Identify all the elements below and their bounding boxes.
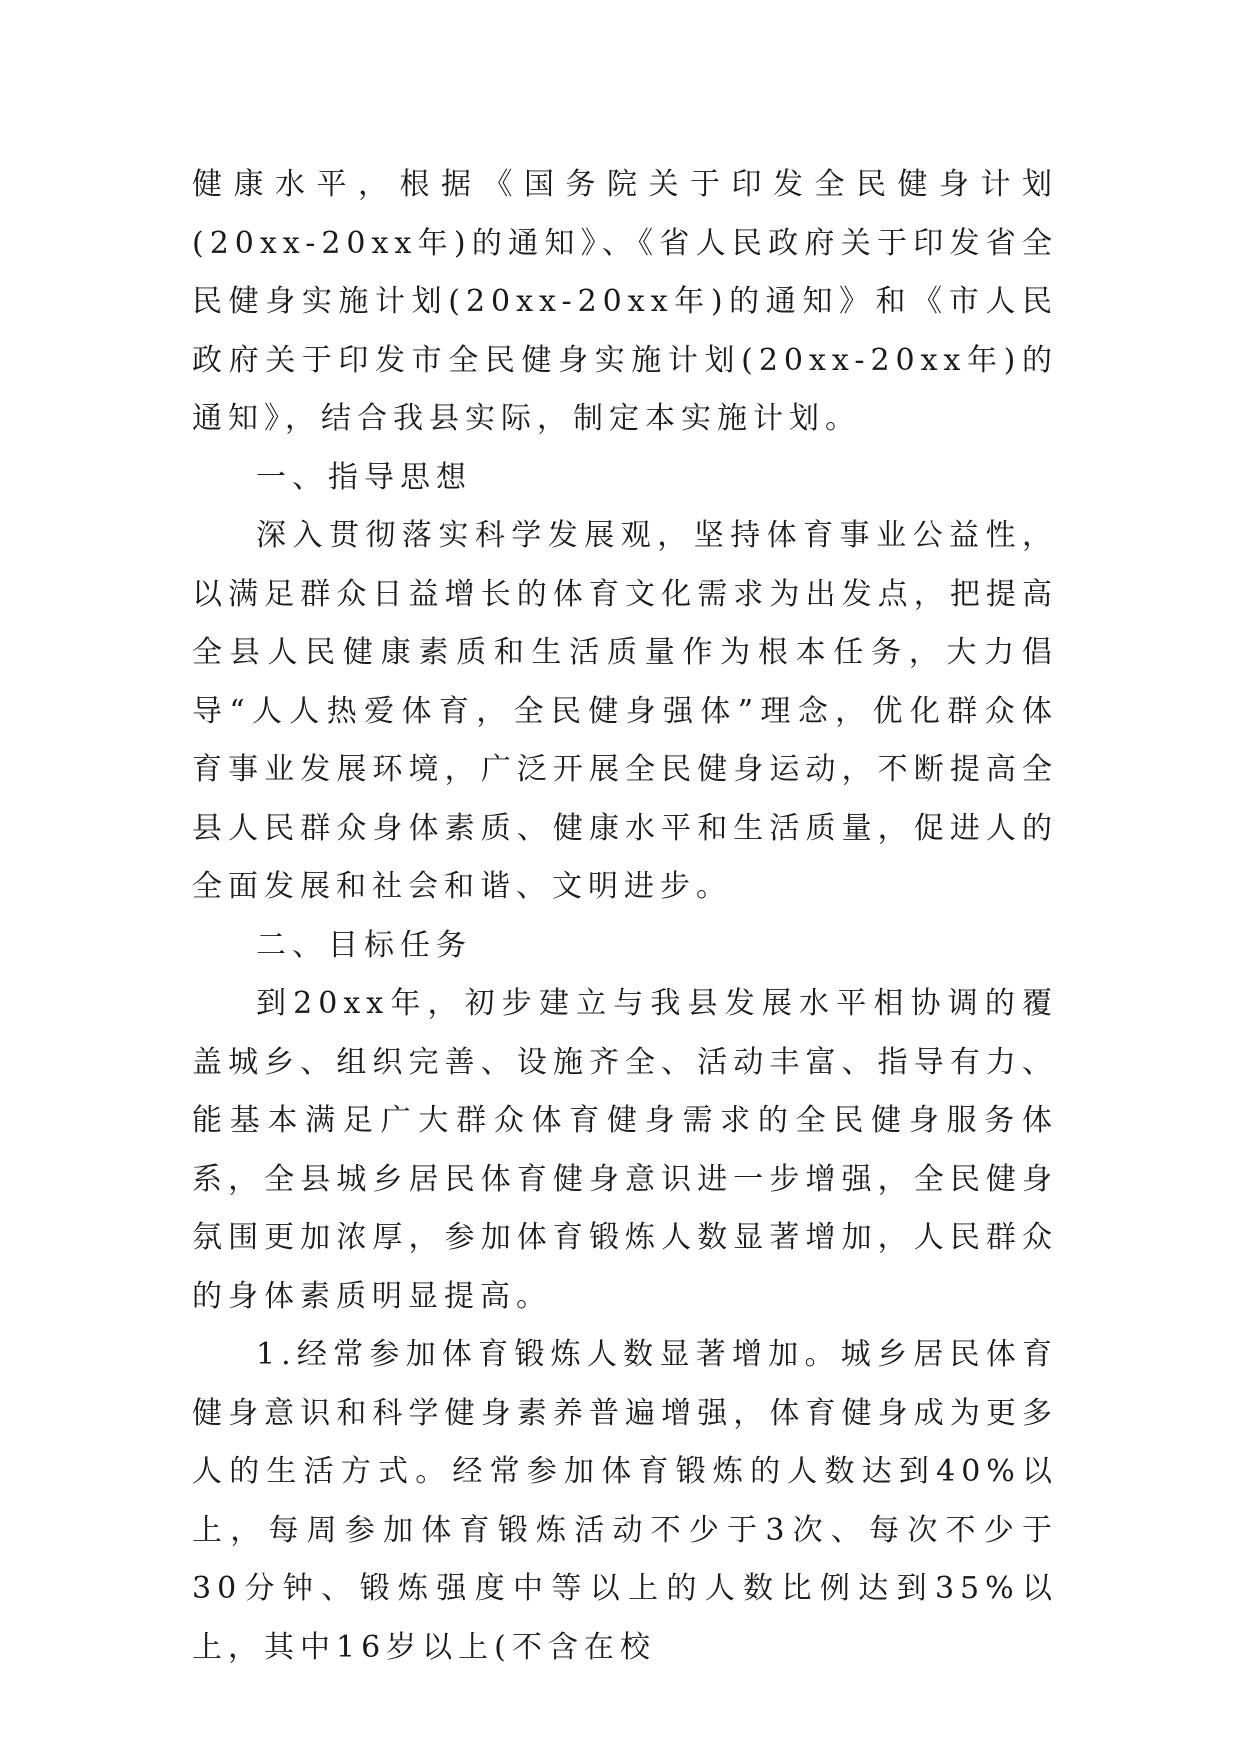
paragraph-intro-continued: 健康水平，根据《国务院关于印发全民健身计划(20xx-20xx年)的通知》、《省人民政府关于印发省全民健身实施计划(20xx-20xx年)的通知》和《市人民政府关于印发市全民健身实施计划(20xx-20xx年)的通知》，结合我县实际，制定本实施计划。 (192, 167, 1058, 436)
document-body (192, 156, 1058, 1677)
section-heading-guiding-ideology: 一、指导思想 (256, 459, 472, 495)
section-heading-goals-tasks: 二、目标任务 (256, 927, 472, 963)
paragraph-guiding-ideology: 深入贯彻落实科学发展观，坚持体育事业公益性，以满足群众日益增长的体育文化需求为出发点，把提高全县人民健康素质和生活质量作为根本任务，大力倡导“人人热爱体育，全民健身强体”理念，优化群众体育事业发展环境，广泛开展全民健身运动，不断提高全县人民群众身体素质、健康水平和生活质量，促进人的全面发展和社会和谐、文明进步。 (192, 518, 1058, 904)
paragraph-item-1: 1.经常参加体育锻炼人数显著增加。城乡居民体育健身意识和科学健身素养普遍增强，体育健身成为更多人的生活方式。经常参加体育锻炼的人数达到40%以上，每周参加体育锻炼活动不少于3次、每次不少于30分钟、锻炼强度中等以上的人数比例达到35%以上，其中16岁以上(不含在校 (192, 1337, 1058, 1665)
paragraph-goals-tasks: 到20xx年，初步建立与我县发展水平相协调的覆盖城乡、组织完善、设施齐全、活动丰富、指导有力、能基本满足广大群众体育健身需求的全民健身服务体系，全县城乡居民体育健身意识进一步增强，全民健身氛围更加浓厚，参加体育锻炼人数显著增加，人民群众的身体素质明显提高。 (192, 986, 1058, 1314)
